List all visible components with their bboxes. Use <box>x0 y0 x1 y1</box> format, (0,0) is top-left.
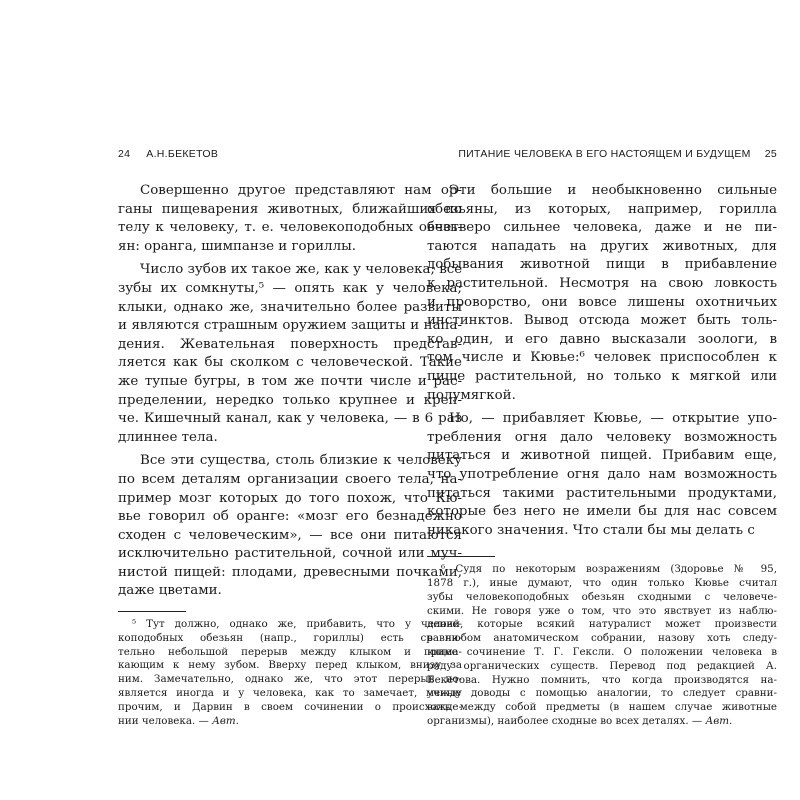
text-line: инстинктов. Вывод отсюда может быть толь- <box>427 313 777 329</box>
text-line: нистой пищей: плодами, древесными почками, <box>118 564 462 580</box>
text-line: ганы пищеварения животных, ближайших по <box>118 201 462 217</box>
footnote-right <box>427 563 777 729</box>
text-line: к растительной. Несмотря на свою ловкость <box>427 275 777 291</box>
paragraph <box>118 182 462 256</box>
footnote-left <box>118 618 462 728</box>
text-line: таются нападать на других животных, для <box>427 238 777 254</box>
footnote-line: в любом анатомическом собрании, назову хоть следу- <box>427 632 777 645</box>
footnote-line: скими. Не говоря уже о том, что это явствует из наблю- <box>427 604 777 617</box>
text-line: ко один, и его давно высказали зоологи, в <box>427 331 777 347</box>
footnote-line: вать между собой предметы (в нашем случае животные <box>427 701 777 714</box>
running-head-title: ПИТАНИЕ ЧЕЛОВЕКА В ЕГО НАСТОЯЩЕМ И БУДУЩЕМ <box>458 148 751 160</box>
text-line: Число зубов их такое же, как у человека; все <box>140 262 463 278</box>
text-line: никакого значения. Что стали бы мы делать с <box>427 522 755 538</box>
text-line: пределении, нередко только крупнее и креп- <box>118 392 462 408</box>
running-head-right <box>427 148 777 164</box>
text-line: длиннее тела. <box>118 429 218 445</box>
text-line: ян: оранга, шимпанзе и гориллы. <box>118 238 356 254</box>
text-line: зубы их сомкнуты,⁵ — опять как у человека; <box>118 280 462 296</box>
footnote-line: является иногда и у человека, как то замечает, между <box>118 687 462 700</box>
text-line: вье говорил об оранге: «мозг его безнадежно <box>118 509 462 525</box>
page-number-left: 24 <box>118 148 131 160</box>
paragraph <box>427 410 777 540</box>
text-line: которые без него не имели бы для нас совсем <box>427 504 777 520</box>
footnote-line: ряду органических существ. Перевод под редакцией А. <box>427 659 777 672</box>
footnote-line: 1878 г.), иные думают, что один только Кювье считал <box>427 577 777 590</box>
text-line: исключительно растительной, сочной или муч- <box>118 546 462 562</box>
left-body-text <box>118 182 462 601</box>
text-line: сходен с человеческим», — все они питаются <box>118 527 462 543</box>
text-line: вчетверо сильнее человека, даже и не пи- <box>427 220 777 236</box>
text-line: обезьяны, из которых, например, горилла <box>427 201 777 217</box>
text-line: добывания животной пищи в прибавление <box>427 257 777 273</box>
footnote-line: Бекетова. Нужно помнить, что когда производятся на- <box>427 673 777 686</box>
footnote-line: ющее сочинение Т. Г. Гексли. О положении человека в <box>427 646 777 659</box>
running-head-left <box>118 148 462 164</box>
text-line: по всем деталям организации своего тела, на- <box>118 471 462 487</box>
text-line: и являются страшным оружием защиты и напа- <box>118 318 462 334</box>
text-line: питаться такими растительными продуктами, <box>427 485 777 501</box>
footnote-line: учные доводы с помощью аналогии, то следует сравни- <box>427 687 777 700</box>
paragraph <box>118 261 462 447</box>
text-line: и проворство, они вовсе лишены охотничьих <box>427 294 777 310</box>
text-line: че. Кишечный канал, как у человека, — в 6 раз <box>118 411 462 427</box>
footnote-line: кающим к нему зубом. Вверху перед клыком, внизу за <box>118 659 462 672</box>
footnote-line: тельно небольшой перерыв между клыком и прима- <box>118 645 462 658</box>
footnote-signature: Авт. <box>705 715 733 728</box>
text-line: телу к человеку, т. е. человекоподобных обезь- <box>118 220 462 236</box>
footnote-line: ним. Замечательно, однако же, что этот перерыв по- <box>118 673 462 686</box>
text-line: клыки, однако же, значительно более развиты <box>118 299 462 315</box>
right-body-text <box>427 182 777 540</box>
footnote-line: ⁵ Тут должно, однако же, прибавить, что у челове- <box>132 618 462 631</box>
text-line: Эти большие и необыкновенно сильные <box>449 183 777 198</box>
right-page <box>427 148 777 729</box>
text-line: полумягкой. <box>427 387 516 403</box>
text-line: ляется как бы сколком с человеческой. Такие <box>118 355 462 371</box>
left-page <box>118 148 462 728</box>
footnote-signature: Авт. <box>212 714 239 727</box>
text-line: Совершенно другое представляют нам ор- <box>140 183 462 198</box>
paragraph <box>118 452 462 601</box>
footnote-rule-right <box>427 556 495 557</box>
paragraph <box>427 182 777 405</box>
footnote-line: нии человека. — Авт. <box>118 714 239 727</box>
footnote-line: дений, которые всякий натуралист может произвести <box>427 618 777 631</box>
text-line: питаться и животной пищей. Прибавим еще, <box>427 448 777 464</box>
footnote-line: ⁶ Судя по некоторым возражениям (Здоровье № 95, <box>441 563 777 576</box>
footnote-line: зубы человекоподобных обезьян сходными с человече- <box>427 590 777 603</box>
footnote-line: организмы), наиболее сходные во всех деталях. — Авт. <box>427 715 733 728</box>
text-line: том числе и Кювье:⁶ человек приспособлен к <box>427 350 777 366</box>
text-line: Все эти существа, столь близкие к человеку <box>140 453 462 469</box>
text-line: пище растительной, но только к мягкой или <box>427 368 777 384</box>
footnote-line: коподобных обезьян (напр., гориллы) есть сравни- <box>118 631 462 644</box>
running-head-author: А.Н.БЕКЕТОВ <box>146 148 219 160</box>
text-line: же тупые бугры, в том же почти числе и рас- <box>118 373 462 389</box>
text-line: что употребление огня дало нам возможность <box>427 466 777 482</box>
page-number-right: 25 <box>764 148 777 160</box>
text-line: дения. Жевательная поверхность представ- <box>118 336 462 352</box>
text-line: пример мозг которых до того похож, что Кю- <box>118 490 462 506</box>
text-line: Но, — прибавляет Кювье, — открытие упо- <box>449 411 777 427</box>
text-line: требления огня дало человеку возможность <box>427 429 777 445</box>
footnote-line: прочим, и Дарвин в своем сочинении о происхожде- <box>118 700 462 713</box>
footnote-rule-left <box>118 611 186 612</box>
text-line: даже цветами. <box>118 583 222 599</box>
